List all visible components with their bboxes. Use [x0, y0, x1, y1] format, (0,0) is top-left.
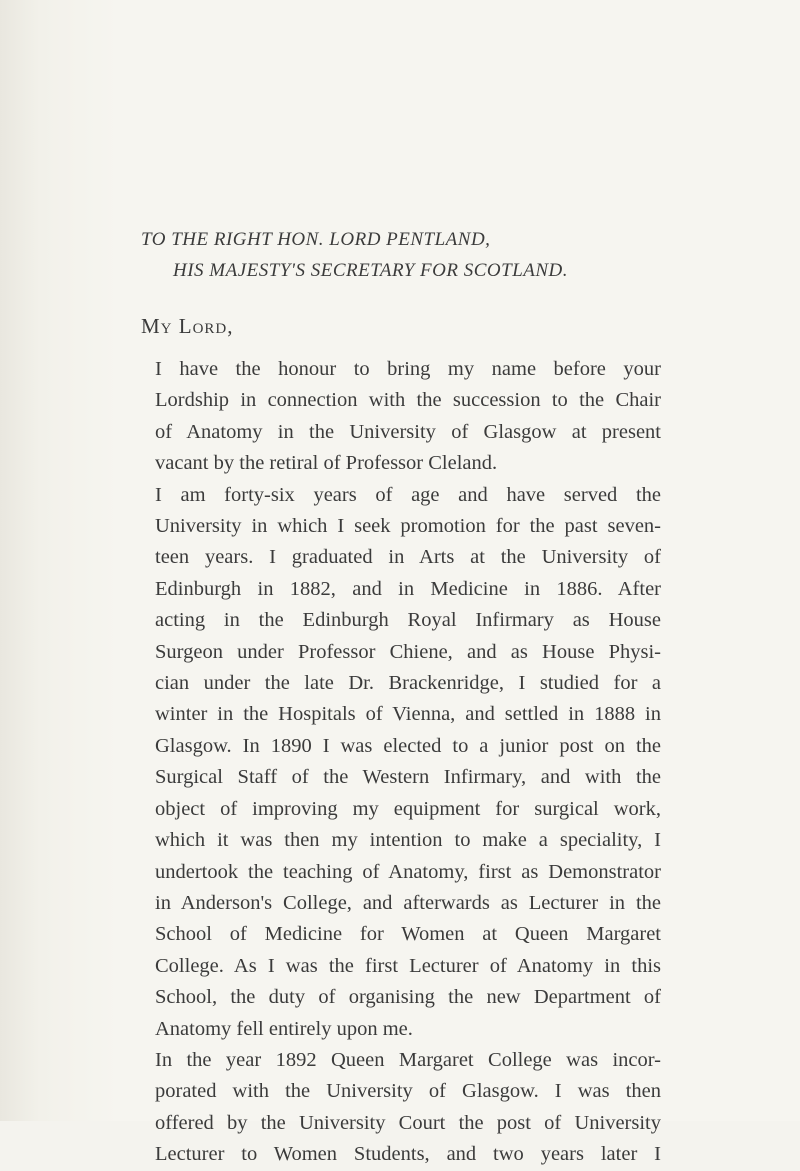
paragraph-1 — [141, 354, 661, 480]
text-line: Lordship in connection with the succession to the Chair — [155, 389, 661, 412]
text-line: Lecturer to Women Students, and two years later I — [155, 1143, 661, 1166]
paragraph-3 — [141, 1045, 661, 1171]
letter-heading-line-1: TO THE RIGHT HON. LORD PENTLAND, — [141, 229, 491, 250]
text-line: I have the honour to bring my name before your — [155, 358, 661, 380]
letter-body — [141, 354, 661, 1171]
text-line: Anatomy fell entirely upon me. — [155, 1017, 413, 1040]
text-line: College. As I was the first Lecturer of Anatomy in this — [155, 954, 661, 977]
text-line: Glasgow. In 1890 I was elected to a junior post on the — [155, 734, 661, 757]
paragraph-2 — [141, 480, 661, 1045]
text-line: vacant by the retiral of Professor Cleland. — [155, 452, 498, 475]
text-line: of Anatomy in the University of Glasgow at present — [155, 420, 661, 443]
text-line: I am forty-six years of age and have served the — [155, 483, 661, 506]
text-line: University in which I seek promotion for the past seven- — [155, 515, 661, 538]
text-line: School, the duty of organising the new Department of — [155, 986, 661, 1009]
text-line: object of improving my equipment for surgical work, — [155, 797, 661, 820]
text-line: Surgical Staff of the Western Infirmary, and with the — [155, 766, 661, 789]
salutation: My Lord, — [141, 314, 234, 338]
text-line: School of Medicine for Women at Queen Margaret — [155, 923, 661, 946]
text-line: teen years. I graduated in Arts at the University of — [155, 546, 661, 569]
text-line: offered by the University Court the post of University — [155, 1111, 661, 1134]
letter-heading-line-2: HIS MAJESTY'S SECRETARY FOR SCOTLAND. — [173, 260, 569, 281]
text-line: In the year 1892 Queen Margaret College was incor- — [155, 1048, 661, 1071]
text-line: in Anderson's College, and afterwards as Lecturer in the — [155, 891, 661, 914]
text-line: cian under the late Dr. Brackenridge, I studied for a — [155, 672, 661, 695]
text-line: acting in the Edinburgh Royal Infirmary as House — [155, 609, 661, 632]
text-line: porated with the University of Glasgow. I was then — [155, 1080, 661, 1103]
text-line: which it was then my intention to make a speciality, I — [155, 829, 661, 852]
text-line: undertook the teaching of Anatomy, first as Demonstrator — [155, 860, 661, 883]
text-line: Edinburgh in 1882, and in Medicine in 1886. After — [155, 577, 661, 600]
text-line: winter in the Hospitals of Vienna, and settled in 1888 in — [155, 703, 661, 726]
text-line: Surgeon under Professor Chiene, and as House Physi- — [155, 640, 661, 663]
